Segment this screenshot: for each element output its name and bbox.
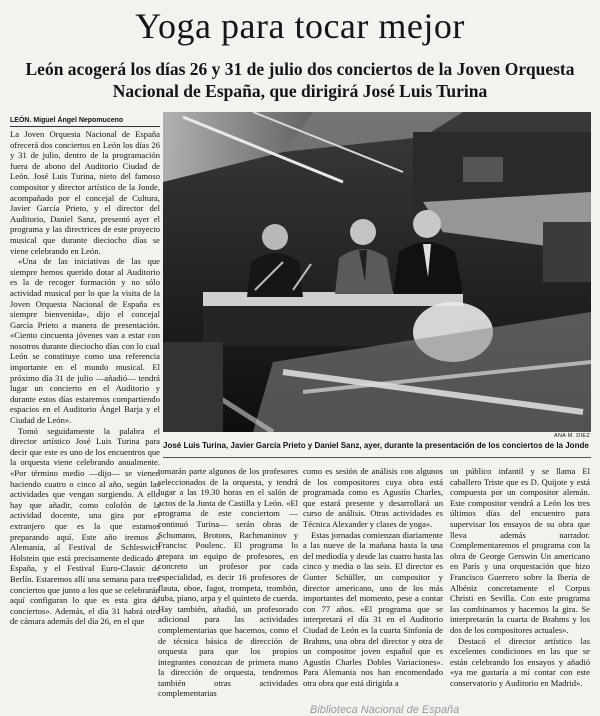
headline: Yoga para tocar mejor [135,6,465,46]
library-watermark: Biblioteca Nacional de España [310,704,460,716]
paragraph: Tomó seguidamente la palabra el director artístico José Luis Turina para decir que este es uno de los encuentros que la orquesta viene celebrando anualmente. «Por término medio —dijo— se vienen haciendo cuatro o cinco al año, según las actividades que vengan surgiendo. A ello hay que añadir, como colofón de la actividad docente, una gira por el extranjero que es la que estamos preparando aquí. Este año iremos a Alemania, al Festival de Schleswich Holstein que está precisamente dedicado a España, y el Festival Euro-Classic de Berlín. Estaremos allí una semana para tres conciertos que junto a los que se celebrarán aquí configuran lo que es esta gira de conciertos». Además, el día 31 habrá otro de cámara además del día 26, en el que [10,425,160,627]
photo-credit: ANA M. DIEZ [554,433,590,439]
paragraph: La Joven Orquesta Nacional de España ofrecerá dos conciertos en León los días 26 y 31 de julio, dentro de la programación fuera de abono del Auditorio Ciudad de León. José Luis Turina, nieto del famoso compositor y director artístico de la Jonde, acompañado por el concejal de Cultura, Javier García Prieto, y el director del Auditorio, Daniel Sanz, presentó ayer el programa y las directrices de este proyecto musical que durante dieciocho días se viene celebrando en León. [10,129,160,256]
byline: LEÓN. Miguel Ángel Nepomuceno [10,116,160,127]
paragraph: un público infantil y se llama El caballero Triste que es D. Quijote y está compuesta por un compositor alemán. Este compositor vendrá a León los tres últimos días del encuentro para supervisar los ensayos de su obra que lleva además narrador. Complementaremos el programa con la obra de George Gerswin Un americano en París y una orquestación que hizo Francisco Guerrero sobre la Iberia de Albéniz concretamente el Corpus Christi en Sevilla. Con este programa las combinamos y hacemos la gira. Se interpretarán la cuarta de Brahms y los dos de los compositores actuales». [450,466,590,635]
paragraph: «Una de las iniciativas de las que siempre hemos querido dotar al Auditorio es la de recoger formación y no sólo actividad musical por lo que la visita de la Joven Orquesta Nacional de España es siempre bienvenida», dijo el concejal García Prieto a manera de presentación. «Ciento cincuenta jóvenes van a estar con nosotros durante dieciocho días con lo cual León se constituye como una referencia importante en el mundo musical. El próximo día 31 de julio —añadió— tendrá lugar un concierto en el Auditorio y durante estos días estaremos compartiendo espacios en el Auditorio Ángel Barja y el Ciudad de León». [10,256,160,426]
press-photo [163,112,591,432]
subheadline: León acogerá los días 26 y 31 de julio dos conciertos de la Joven Orquesta Nacional de España, que dirigirá José Luis Turina [25,59,575,101]
paragraph: como es sesión de análisis con algunos de los compositores cuya obra está programada como es Agustín Charles, que estará presente y desarrollará un curso de análisis. Otras actividades es Técnica Alexander y clases de yoga». [303,466,443,529]
article-column-3 [303,466,443,714]
article-column-1 [10,129,160,714]
article-column-2 [158,466,298,714]
article-column-4 [450,466,590,714]
photo-caption: José Luis Turina, Javier García Prieto y Daniel Sanz, ayer, durante la presentación de los conciertos de la Jonde [163,441,589,450]
paragraph: Estas jornadas comienzan diariamente a las nueve de la mañana hasta la una del mediodía y desde las cuatro hasta las cinco y media o las seis. El director es Gunter Schüller, un compositor y director americano, uno de los más importantes del momento, pese a contar con 77 años. «El programa que se interpretará el día 31 en el Auditorio Ciudad de León es la cuarta Sinfonía de Brahms, una obra del director y otra de un compositor joven español que es Agustín Charles Dobles Variaciones». Para Alemania nos han encomendado otra obra que está dirigida a [303,529,443,688]
paragraph: Destacó el director artístico las excelentes condiciones en las que se están celebrando los ensayos y añadió «ya me gustaría a mí contar con este conservatorio y Auditorio en Madrid». [450,635,590,688]
paragraph: tomarán parte algunos de los profesores seleccionados de la orquesta, y tendrá lugar a las 19.30 horas en el salón de actos de la Junta de Castilla y León. «El programa de este conciertom —continuó Turina— serán obras de Schumann, Brotons, Rachmaninov y Francisc Poulenc. El programa lo prepara un equipo de profesores, en concreto un profesor por cada especialidad, es decir 16 profesores de flauta, oboe, fagot, trompeta, trombón, tuba, piano, arpa y el quinteto de cuerda. Hay también, añadió, un profesorado adicional para las actividades complementarias que hacemos, como el de técnica básica de dirección de orquesta para que los propios integrantes conozcan de primera mano la dirección de orquesta, tendremos también otras actividades complementarias [158,466,298,699]
caption-divider [163,457,591,458]
photo-illustration [163,112,591,432]
